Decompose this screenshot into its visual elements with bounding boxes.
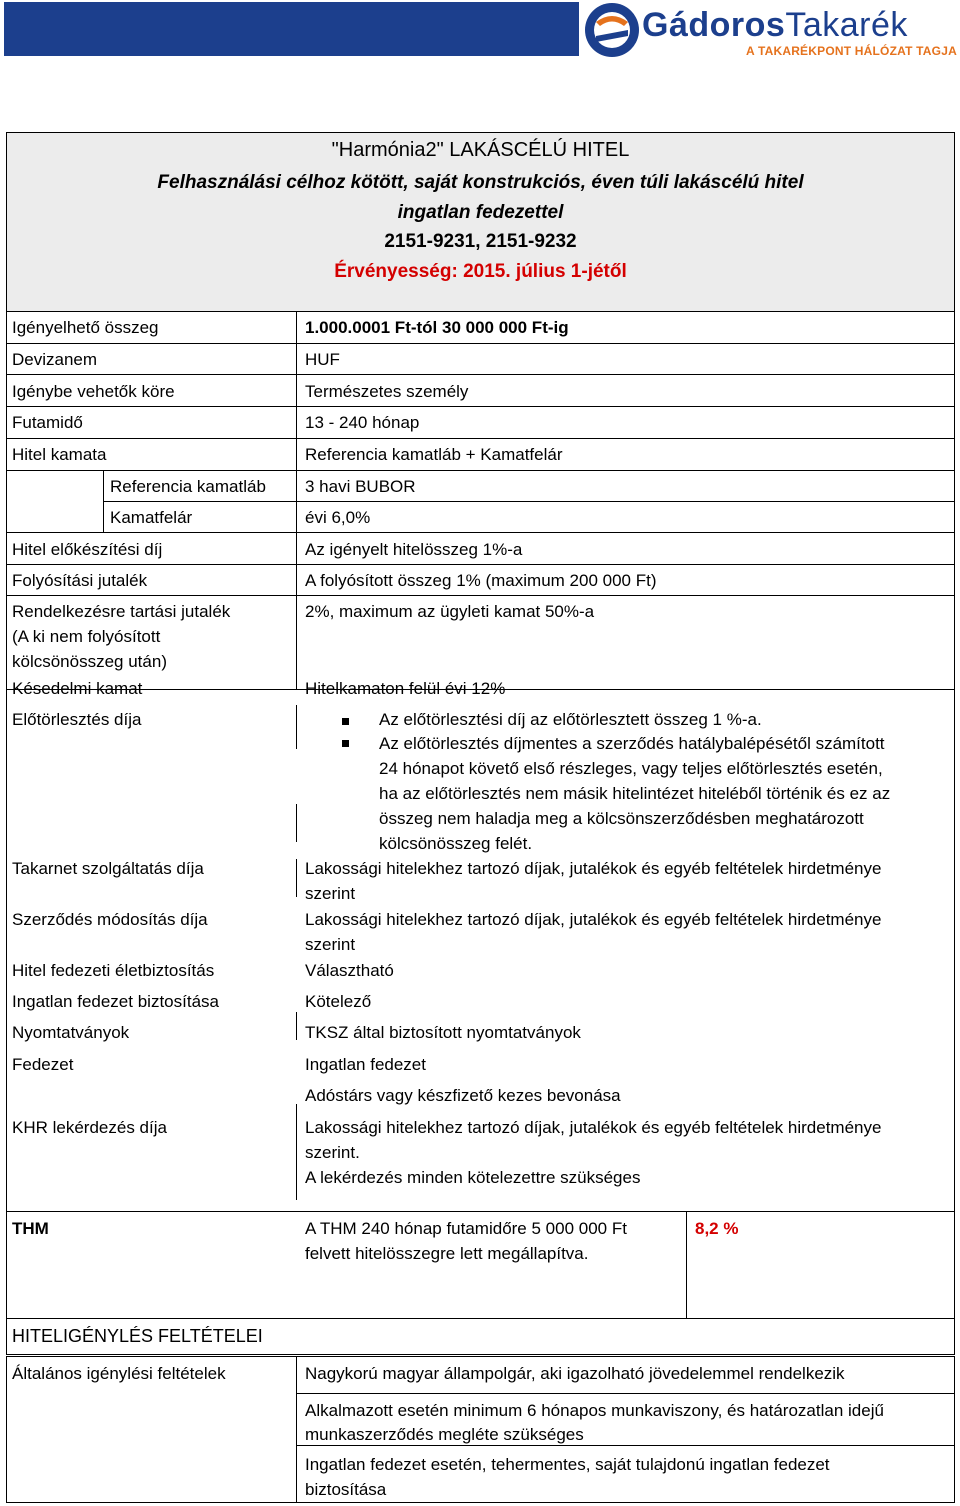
value-amount: 1.000.0001 Ft-tól 30 000 000 Ft-ig <box>305 318 569 337</box>
bullet-icon <box>342 718 349 725</box>
value-takarnet-fee-line1: Lakossági hitelekhez tartozó díjak, jutalékok és egyéb feltételek hirdetménye <box>305 859 882 878</box>
value-thm-line2: felvett hitelösszegre lett megállapítva. <box>305 1244 589 1263</box>
label-collateral: Fedezet <box>12 1055 74 1074</box>
value-late-interest: Hitelkamaton felül évi 12% <box>305 679 506 698</box>
requirements-table <box>6 1356 955 1503</box>
product-header <box>6 132 955 312</box>
label-eligible: Igénybe vehetők köre <box>12 382 175 401</box>
requirement-2-line2: munkaszerződés megléte szükséges <box>305 1425 584 1444</box>
value-collateral-line2: Adóstárs vagy készfizető kezes bevonása <box>305 1086 621 1105</box>
prepayment-rule-1: Az előtörlesztési díj az előtörlesztett összeg 1 %-a. <box>379 710 762 729</box>
requirements-heading-box <box>6 1319 955 1355</box>
label-rate: Hitel kamata <box>12 445 107 464</box>
value-modification-fee-line1: Lakossági hitelekhez tartozó díjak, jutalékok és egyéb feltételek hirdetménye <box>305 910 882 929</box>
value-thm-line1: A THM 240 hónap futamidőre 5 000 000 Ft <box>305 1219 627 1238</box>
label-life-insurance: Hitel fedezeti életbiztosítás <box>12 961 215 980</box>
product-subtitle-line2: ingatlan fedezettel <box>397 202 564 223</box>
value-margin: évi 6,0% <box>305 508 371 527</box>
logo-emblem-icon <box>582 0 644 60</box>
brand-strip <box>4 2 579 56</box>
label-late-interest: Késedelmi kamat <box>12 679 143 698</box>
prepayment-rule-2-line2: 24 hónapot követő első részleges, vagy teljes előtörlesztés esetén, <box>379 759 883 778</box>
value-property-insurance: Kötelező <box>305 992 372 1011</box>
requirement-1: Nagykorú magyar állampolgár, aki igazolható jövedelemmel rendelkezik <box>305 1364 845 1383</box>
value-rate: Referencia kamatláb + Kamatfelár <box>305 445 563 464</box>
label-amount: Igényelhető összeg <box>12 318 159 337</box>
label-margin: Kamatfelár <box>110 508 193 527</box>
label-forms: Nyomtatványok <box>12 1023 130 1042</box>
label-term: Futamidő <box>12 413 83 432</box>
value-forms: TKSZ által biztosított nyomtatványok <box>305 1023 581 1042</box>
requirements-heading: HITELIGÉNYLÉS FELTÉTELEI <box>12 1326 263 1346</box>
prepayment-rule-2-line4: összeg nem haladja meg a kölcsönszerződésben meghatározott <box>379 809 864 828</box>
value-khr-fee-line2: szerint. <box>305 1143 360 1162</box>
value-currency: HUF <box>305 350 340 369</box>
value-collateral-line1: Ingatlan fedezet <box>305 1055 426 1074</box>
label-ref-rate: Referencia kamatláb <box>110 477 266 496</box>
prepayment-rule-2-line1: Az előtörlesztés díjmentes a szerződés hatálybalépésétől számított <box>379 734 885 753</box>
product-title: "Harmónia2" LAKÁSCÉLÚ HITEL <box>331 139 630 161</box>
prepayment-rule-2-line3: ha az előtörlesztés nem másik hitelintézet hiteléből történik és ez az <box>379 784 891 803</box>
label-modification-fee: Szerződés módosítás díja <box>12 910 208 929</box>
requirement-3-line1: Ingatlan fedezet esetén, tehermentes, saját tulajdonú ingatlan fedezet <box>305 1455 830 1474</box>
thm-rate: 8,2 % <box>695 1219 739 1238</box>
value-khr-fee-line1: Lakossági hitelekhez tartozó díjak, jutalékok és egyéb feltételek hirdetménye <box>305 1118 882 1137</box>
label-thm: THM <box>12 1219 49 1238</box>
label-disbursement-fee: Folyósítási jutalék <box>12 571 148 590</box>
label-currency: Devizanem <box>12 350 98 369</box>
logo-name <box>642 6 908 45</box>
conditions-table <box>6 312 955 1319</box>
value-disbursement-fee: A folyósított összeg 1% (maximum 200 000 Ft) <box>305 571 657 590</box>
value-modification-fee-line2: szerint <box>305 935 356 954</box>
bullet-icon <box>342 740 349 747</box>
logo-name-part1: Gádoros <box>642 6 786 44</box>
requirement-3-line2: biztosítása <box>305 1480 387 1499</box>
logo-tagline: A TAKARÉKPONT HÁLÓZAT TAGJA <box>746 44 957 58</box>
product-codes: 2151-9231, 2151-9232 <box>384 231 577 252</box>
label-property-insurance: Ingatlan fedezet biztosítása <box>12 992 219 1011</box>
value-takarnet-fee-line2: szerint <box>305 884 356 903</box>
label-prepayment-fee: Előtörlesztés díja <box>12 710 142 729</box>
label-prep-fee: Hitel előkészítési díj <box>12 540 163 559</box>
label-commitment-fee-note1: (A ki nem folyósított <box>12 627 161 646</box>
logo-name-part2: Takarék <box>785 6 908 44</box>
value-eligible: Természetes személy <box>305 382 469 401</box>
value-term: 13 - 240 hónap <box>305 413 420 432</box>
bank-logo <box>578 0 960 64</box>
label-takarnet-fee: Takarnet szolgáltatás díja <box>12 859 204 878</box>
value-ref-rate: 3 havi BUBOR <box>305 477 416 496</box>
label-khr-fee: KHR lekérdezés díja <box>12 1118 167 1137</box>
product-subtitle-line1: Felhasználási célhoz kötött, saját konstrukciós, éven túli lakáscélú hitel <box>157 172 804 193</box>
requirement-2-line1: Alkalmazott esetén minimum 6 hónapos munkaviszony, és határozatlan idejű <box>305 1401 884 1420</box>
label-general-requirements: Általános igénylési feltételek <box>12 1364 226 1383</box>
validity-date: Érvényesség: 2015. július 1-jétől <box>334 261 627 282</box>
value-khr-fee-line3: A lekérdezés minden kötelezettre szükséges <box>305 1168 641 1187</box>
prepayment-rule-2-line5: kölcsönösszeg felét. <box>379 834 533 853</box>
label-commitment-fee: Rendelkezésre tartási jutalék <box>12 602 231 621</box>
value-prep-fee: Az igényelt hitelösszeg 1%-a <box>305 540 523 559</box>
label-commitment-fee-note2: kölcsönösszeg után) <box>12 652 167 671</box>
value-life-insurance: Választható <box>305 961 394 980</box>
value-commitment-fee: 2%, maximum az ügyleti kamat 50%-a <box>305 602 595 621</box>
